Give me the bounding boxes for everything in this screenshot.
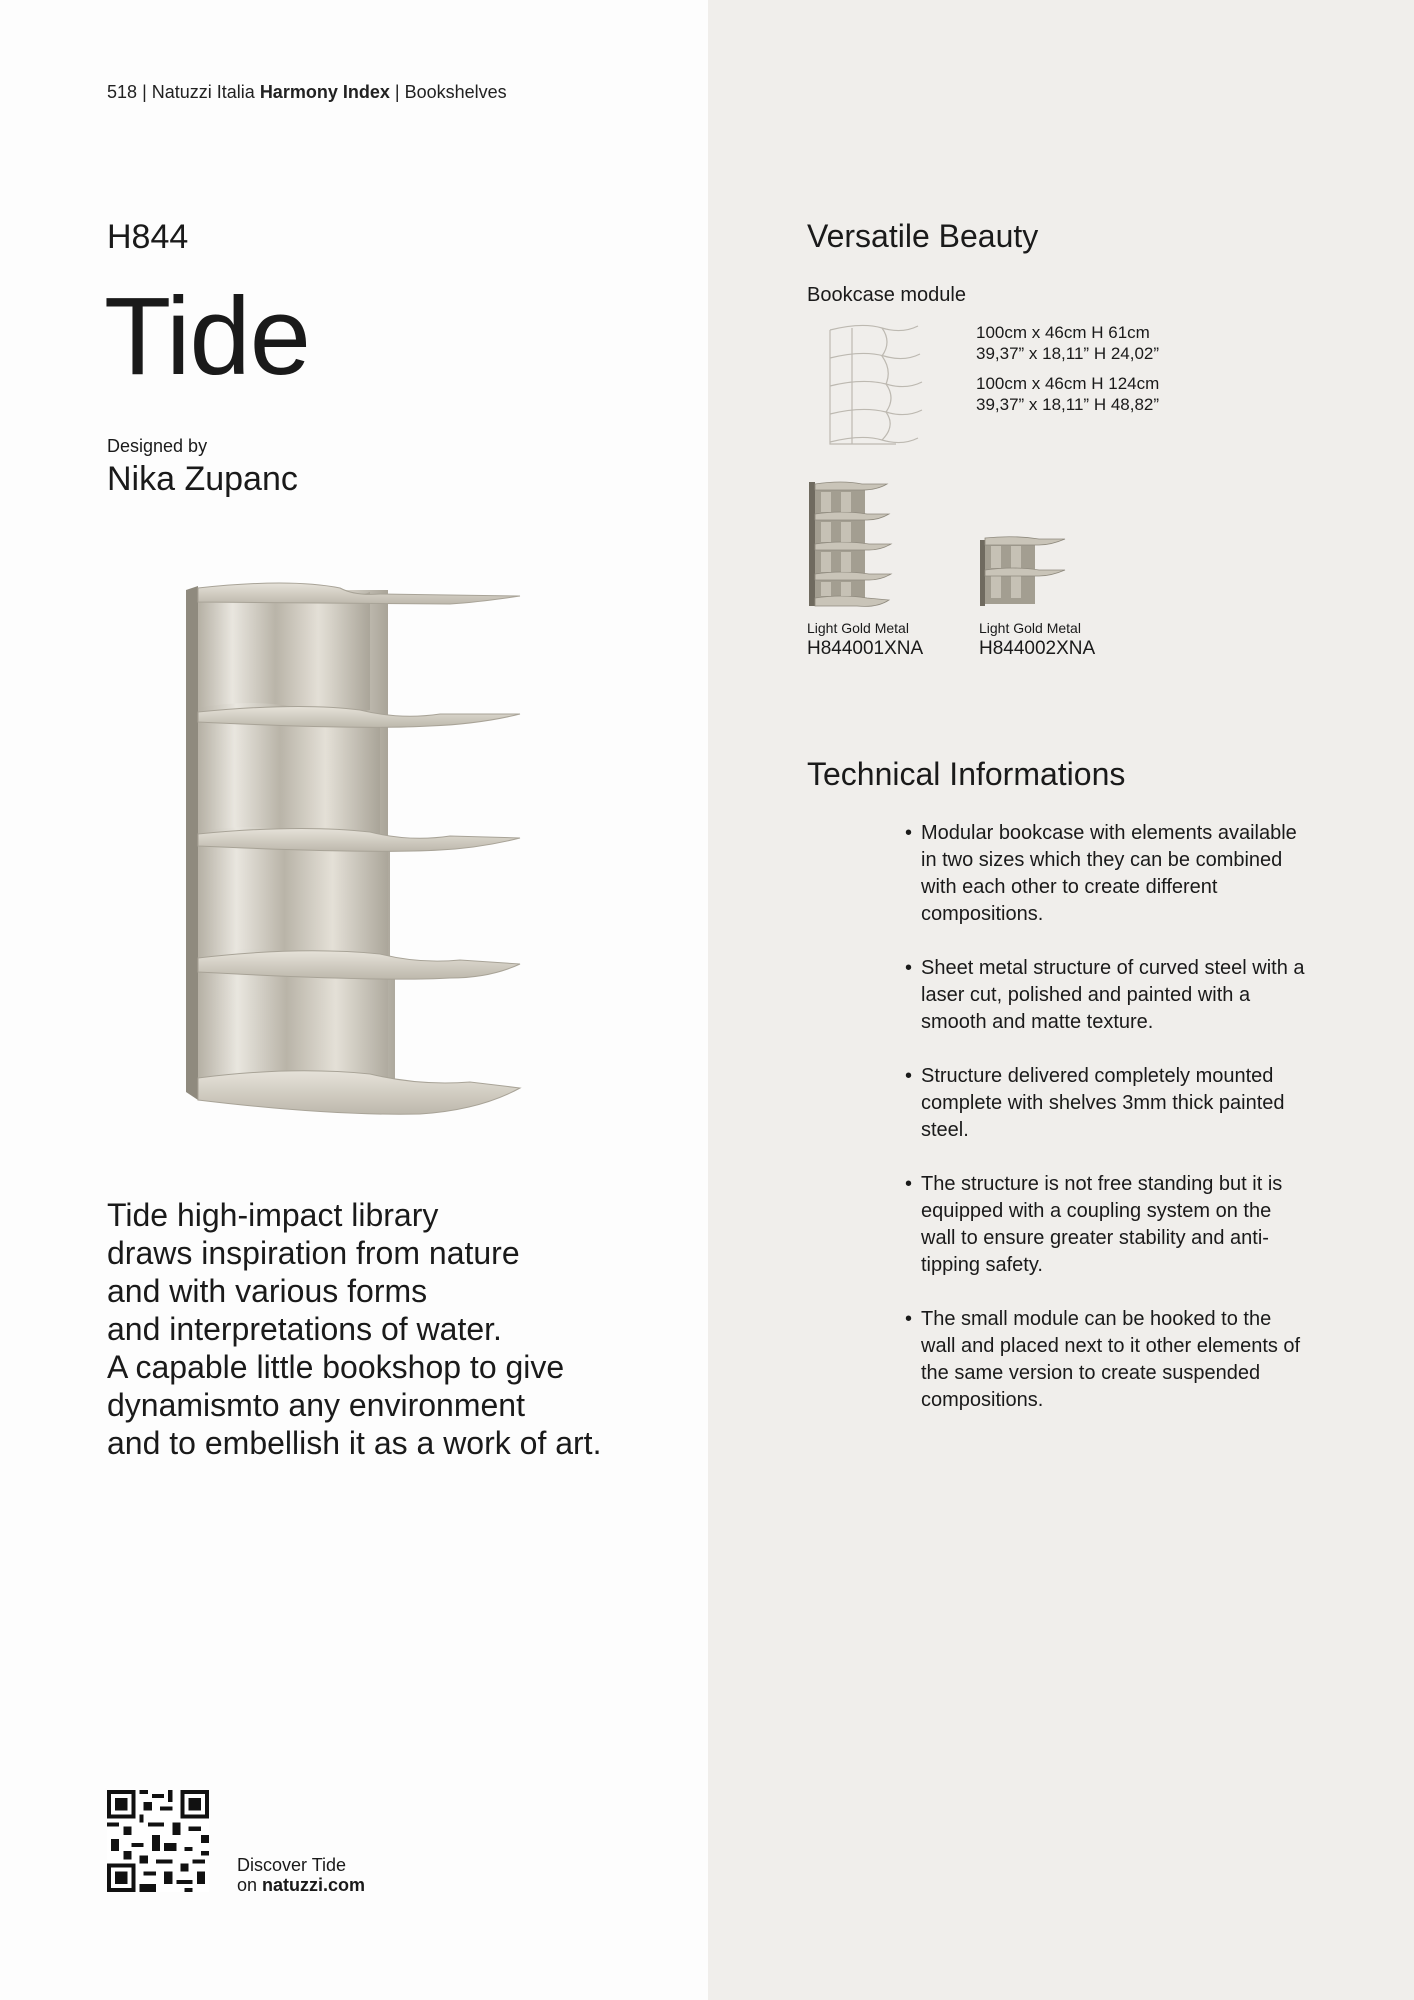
description-line: A capable little bookshop to give xyxy=(107,1349,565,1385)
module-label: Bookcase module xyxy=(807,284,966,306)
bookcase-outline-drawing xyxy=(812,318,932,452)
website-link[interactable]: natuzzi.com xyxy=(262,1875,366,1895)
technical-item: • The small module can be hooked to the wall and placed next to it other elements of the same version to create suspended compositions. xyxy=(905,1306,1305,1414)
technical-item: • Sheet metal structure of curved steel with a laser cut, polished and painted with a smooth and matte texture. xyxy=(905,955,1305,1036)
variant-card[interactable] xyxy=(979,480,1095,660)
dimension-metric: 100cm x 46cm H 61cm xyxy=(976,323,1150,342)
product-description xyxy=(107,1196,667,1462)
dimension-pair xyxy=(976,373,1159,415)
description-line: draws inspiration from nature xyxy=(107,1235,520,1271)
small-bookcase-icon xyxy=(979,536,1069,608)
dimensions-list xyxy=(976,322,1159,424)
technical-item: • Modular bookcase with elements available in two sizes which they can be combined with each other to create different compositions. xyxy=(905,820,1305,928)
description-line: dynamismto any environment xyxy=(107,1387,525,1423)
designed-by-label: Designed by xyxy=(107,436,208,456)
variant-finish: Light Gold Metal xyxy=(979,620,1081,636)
brand-name: Natuzzi Italia xyxy=(151,82,255,102)
description-line: and to embellish it as a work of art. xyxy=(107,1425,602,1461)
page-number: 518 xyxy=(107,82,138,102)
section-name: Bookshelves xyxy=(404,82,507,102)
variant-finish: Light Gold Metal xyxy=(807,620,909,636)
header-separator: | xyxy=(142,82,152,102)
bookshelf-photo xyxy=(180,580,540,1120)
variant-image xyxy=(979,480,1095,620)
tall-bookcase-icon xyxy=(807,480,897,608)
description-line: and interpretations of water. xyxy=(107,1311,502,1347)
dimension-imperial: 39,37” x 18,11” H 24,02” xyxy=(976,344,1160,363)
discover-prefix: on xyxy=(237,1875,263,1895)
qr-code-icon[interactable] xyxy=(107,1790,209,1892)
technical-item: • The structure is not free standing but it is equipped with a coupling system on the wall to ensure greater stability and anti-tipping safety. xyxy=(905,1171,1305,1279)
header-separator: | xyxy=(394,82,405,102)
dimension-pair xyxy=(976,322,1159,364)
dimension-imperial: 39,37” x 18,11” H 48,82” xyxy=(976,395,1160,414)
technical-list xyxy=(905,820,1305,1441)
variant-image xyxy=(807,480,923,620)
description-line: and with various forms xyxy=(107,1273,428,1309)
discover-line xyxy=(237,1875,365,1895)
discover-line: Discover Tide xyxy=(237,1855,347,1875)
product-title: Tide xyxy=(104,275,310,398)
discover-link[interactable] xyxy=(237,1855,365,1895)
description-line: Tide high-impact library xyxy=(107,1197,439,1233)
product-code: H844 xyxy=(107,218,189,256)
index-name: Harmony Index xyxy=(259,82,390,102)
page-header xyxy=(107,82,507,103)
designer-name: Nika Zupanc xyxy=(107,460,298,498)
variant-code: H844002XNA xyxy=(979,638,1096,659)
variant-card[interactable] xyxy=(807,480,923,660)
technical-heading: Technical Informations xyxy=(807,756,1126,792)
variant-code: H844001XNA xyxy=(807,638,924,659)
technical-item: • Structure delivered completely mounted complete with shelves 3mm thick painted steel. xyxy=(905,1063,1305,1144)
versatile-heading: Versatile Beauty xyxy=(807,218,1039,254)
dimension-metric: 100cm x 46cm H 124cm xyxy=(976,374,1160,393)
